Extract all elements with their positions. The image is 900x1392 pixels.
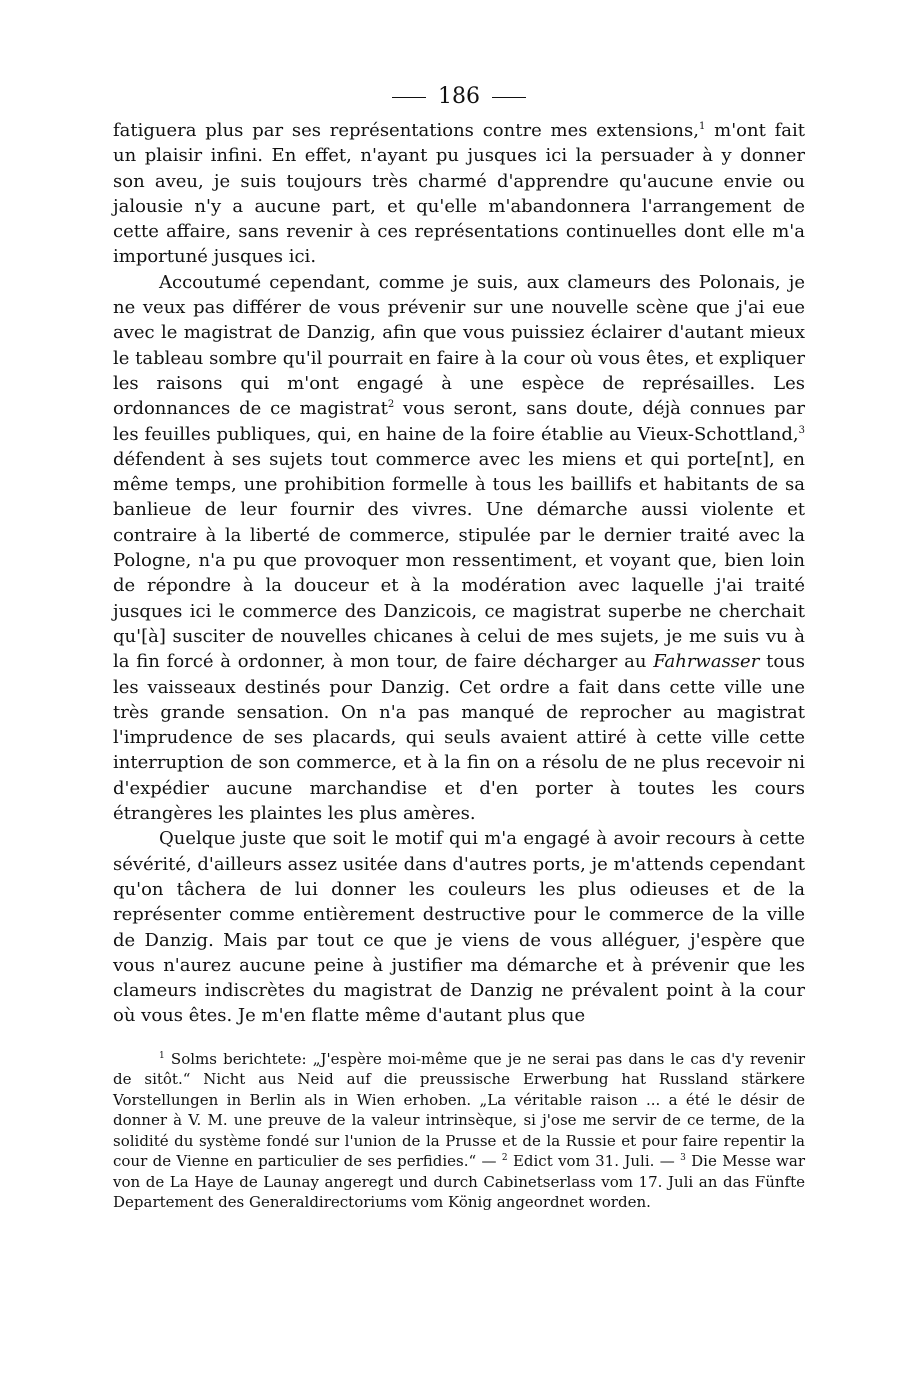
page-header: [113, 80, 805, 118]
paragraph-2-text-b: vous seront, sans doute, déjà connues par les feuilles publiques, qui, en haine de la foire établie au Vieux-Schottland,: [113, 398, 805, 445]
page-number: 186: [438, 84, 480, 109]
paragraph-3: Quelque juste que soit le motif qui m'a engagé à avoir recours à cette sévérité, d'ailleurs assez usitée dans d'autres ports, je m'attends cependant qu'on tâchera de lui donner les couleurs les plus odieuses et de la représenter comme entièrement destructive pour le commerce de la ville de Danzig. Mais par tout ce que je viens de vous alléguer, j'espère que vous n'aurez aucune peine à justifier ma démarche et à prévenir que les clameurs indiscrètes du magistrat de Danzig ne prévalent point à la cour où vous êtes. Je m'en flatte même d'autant plus que: [113, 828, 805, 1027]
main-text: [113, 118, 805, 1029]
paragraph-1-text-a: fatiguera plus par ses représentations contre mes extensions,: [113, 120, 699, 141]
footnote-text-2: Edict vom 31. Juli. —: [507, 1152, 681, 1171]
paragraph-1: [113, 118, 805, 270]
footnote-mark-3: 3: [680, 1153, 686, 1164]
header-rule-right: [492, 97, 526, 98]
footnotes: [113, 1049, 805, 1213]
footnote-block: [113, 1049, 805, 1213]
footnote-ref-2: 2: [387, 399, 395, 411]
paragraph-2: [113, 270, 805, 827]
book-page: [113, 80, 805, 1213]
header-rule-left: [392, 97, 426, 98]
footnote-mark-2: 2: [501, 1153, 508, 1164]
footnote-ref-3: 3: [798, 424, 805, 436]
footnote-text-1: Solms berichtete: „J'espère moi-même que je ne serai pas dans le cas d'y revenir de sitôt.“ Nicht aus Neid auf die preussische Erwerbung hat Russland stärkere Vorstellungen in Berlin als in Wien erhoben. „La véritable raison ... a été le désir de donner à V. M. une preuve de la valeur intrinsèque, si j'ose me servir de ce terme, de la solidité du système fondé sur l'union de la Prusse et de la Russie et pour faire repentir la cour de Vienne en particulier de ses perfidies.“ —: [113, 1049, 805, 1171]
paragraph-1-text-b: m'ont fait un plaisir infini. En effet, n'ayant pu jusques ici la persuader à y donner son aveu, je suis toujours très charmé d'apprendre qu'aucune envie ou jalousie n'y a aucune part, et qu'elle m'abandonnera l'arrangement de cette affaire, sans revenir à ces représentations continuelles dont elle m'a importuné jusques ici.: [113, 120, 805, 268]
italic-term: Fahrwasser: [653, 651, 760, 673]
paragraph-2-text-c: défendent à ses sujets tout commerce avec les miens et qui porte[nt], en même temps, une prohibition formelle à tous les baillifs et habitants de sa banlieue de leur fournir des vivres. Une démarche aussi violente et contraire à la liberté de commerce, stipulée par le dernier traité avec la Pologne, n'a pu que provoquer mon ressentiment, et voyant que, bien loin de répondre à la douceur et à la modération avec laquelle j'ai traité jusques ici le commerce des Danzicois, ce magistrat superbe ne cherchait qu'[à] susciter de nouvelles chicanes à celui de mes sujets, je me suis vu à la fin forcé à ordonner, à mon tour, de faire décharger au: [113, 448, 805, 673]
footnote-mark-1: 1: [159, 1050, 165, 1061]
footnote-text-3: Die Messe war von de La Haye de Launay angeregt und durch Cabinetserlass vom 17. Juli an das Fünfte Departement des Generaldirectoriums vom König angeordnet worden.: [113, 1152, 806, 1212]
paragraph-2-text-a: Accoutumé cependant, comme je suis, aux clameurs des Polonais, je ne veux pas différer de vous prévenir sur une nouvelle scène que j'ai eue avec le magistrat de Danzig, afin que vous puissiez éclairer d'autant mieux le tableau sombre qu'il pourrait en faire à la cour où vous êtes, et expliquer les raisons qui m'ont engagé à une espèce de représailles. Les ordonnances de ce magistrat: [113, 271, 805, 420]
footnote-ref-1: 1: [698, 121, 706, 132]
paragraph-2-text-d: tous les vaisseaux destinés pour Danzig. Cet ordre a fait dans cette ville une très grande sensation. On n'a pas manqué de reprocher au magistrat l'imprudence de ses placards, qui seuls avaient attiré à cette ville cette interruption de son commerce, et à la fin on a résolu de ne plus recevoir ni d'expédier aucune marchandise et d'en porter à toutes les cours étrangères les plaintes les plus amères.: [113, 651, 806, 825]
